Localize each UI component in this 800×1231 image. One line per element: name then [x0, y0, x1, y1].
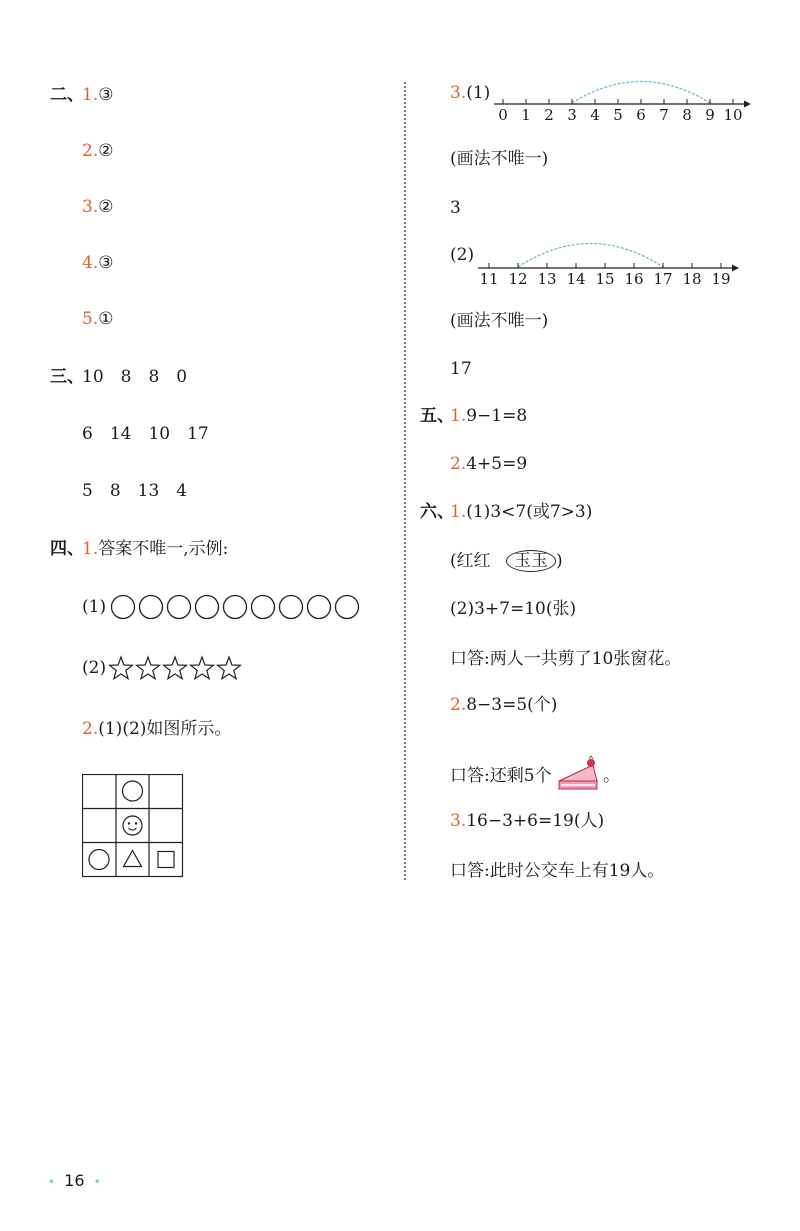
tick-label: 4 [590, 106, 600, 124]
circle-shape [168, 596, 191, 619]
circle-shape [308, 596, 331, 619]
section-6-q1: 1.(1)3<7(或7>3) [450, 502, 593, 522]
section-4-q1: 1.答案不唯一,示例: [82, 539, 229, 559]
section-6-q3-answer: 口答:此时公交车上有19人。 [450, 861, 665, 881]
tick-label: 12 [508, 270, 528, 288]
circle-shape [336, 596, 359, 619]
section-3-row-2: 6 14 10 17 [82, 424, 209, 444]
section-2-item-5: 5.① [82, 309, 114, 329]
note-2: (画法不唯一) [450, 311, 549, 331]
tick-label: 9 [705, 106, 715, 124]
section-6-q1-answer: 口答:两人一共剪了10张窗花。 [450, 649, 682, 669]
p2-label: (2) [450, 245, 475, 265]
section-3-row-1: 10 8 8 0 [82, 367, 188, 387]
star-shape [110, 657, 133, 679]
section-6-q2: 2.8−3=5(个) [450, 695, 558, 715]
section-4-sub1-label: (1) [82, 597, 107, 617]
section-6-group: (红红 玉玉 ) [450, 551, 563, 571]
star-shape [164, 657, 187, 679]
circled-group: 玉玉 [506, 550, 556, 572]
section-4-sub2-label: (2) [82, 658, 107, 678]
section-3-row-3: 5 8 13 4 [82, 481, 188, 501]
tick-label: 2 [544, 106, 554, 124]
grid-triangle [124, 851, 142, 867]
shape-grid [82, 774, 184, 878]
section-2-item-3: 3.② [82, 197, 114, 217]
tick-label: 18 [682, 270, 702, 288]
stars-row [108, 654, 248, 682]
note-1: (画法不唯一) [450, 149, 549, 169]
grid-circle [123, 781, 143, 801]
tick-label: 16 [624, 270, 644, 288]
circles-row [110, 592, 364, 622]
section-6-q3: 3.16−3+6=19(人) [450, 811, 605, 831]
grid-square [158, 852, 174, 868]
footer-dot-left: • [48, 1175, 56, 1189]
number-line-2-arrow [732, 265, 739, 272]
tick-label: 19 [711, 270, 731, 288]
section-6-q1-p2: (2)3+7=10(张) [450, 599, 577, 619]
tick-label: 15 [595, 270, 615, 288]
smiley-icon [123, 816, 142, 835]
column-divider [404, 82, 406, 880]
answer-2: 17 [450, 359, 472, 379]
number-line-2 [478, 236, 740, 286]
circle-shape [112, 596, 135, 619]
circle-shape [224, 596, 247, 619]
section-6-q2-answer: 口答:还剩5个 。 [450, 755, 620, 795]
star-shape [218, 657, 241, 679]
circle-shape [252, 596, 275, 619]
tick-label: 7 [659, 106, 669, 124]
circle-shape [196, 596, 219, 619]
tick-label: 0 [498, 106, 508, 124]
tick-label: 1 [521, 106, 531, 124]
tick-label: 13 [537, 270, 557, 288]
number-line-2-arc [518, 244, 663, 268]
number-line-1-arrow [744, 101, 751, 108]
page-footer [48, 1170, 101, 1193]
section-5-item-2: 2.4+5=9 [450, 454, 528, 474]
grid-circle [89, 850, 109, 870]
circle-shape [140, 596, 163, 619]
section-2-item-4: 4.③ [82, 253, 114, 273]
section-4-q2: 2.(1)(2)如图所示。 [82, 719, 232, 739]
answer-1: 3 [450, 198, 461, 218]
tick-label: 11 [479, 270, 499, 288]
section-6-label: 六、 [420, 502, 454, 522]
tick-label: 14 [566, 270, 586, 288]
number-line-1 [494, 76, 752, 122]
footer-dot-right: • [93, 1175, 101, 1189]
tick-label: 8 [682, 106, 692, 124]
tick-label: 6 [636, 106, 646, 124]
tick-label: 5 [613, 106, 623, 124]
star-shape [191, 657, 214, 679]
cake-icon [555, 755, 603, 795]
tick-label: 3 [567, 106, 577, 124]
section-5-item-1: 1.9−1=8 [450, 406, 528, 426]
section-2-item-2: 2.② [82, 141, 114, 161]
section-2-label: 二、 [50, 85, 84, 105]
circle-shape [280, 596, 303, 619]
page-number: 16 [64, 1171, 85, 1190]
section-4-label: 四、 [50, 539, 84, 559]
section-3-label: 三、 [50, 367, 84, 387]
q3-label: 3.(1) [450, 83, 491, 103]
section-5-label: 五、 [420, 406, 454, 426]
section-2-item-1: 1.③ [82, 85, 114, 105]
tick-label: 17 [653, 270, 673, 288]
star-shape [137, 657, 160, 679]
tick-label: 10 [723, 106, 743, 124]
